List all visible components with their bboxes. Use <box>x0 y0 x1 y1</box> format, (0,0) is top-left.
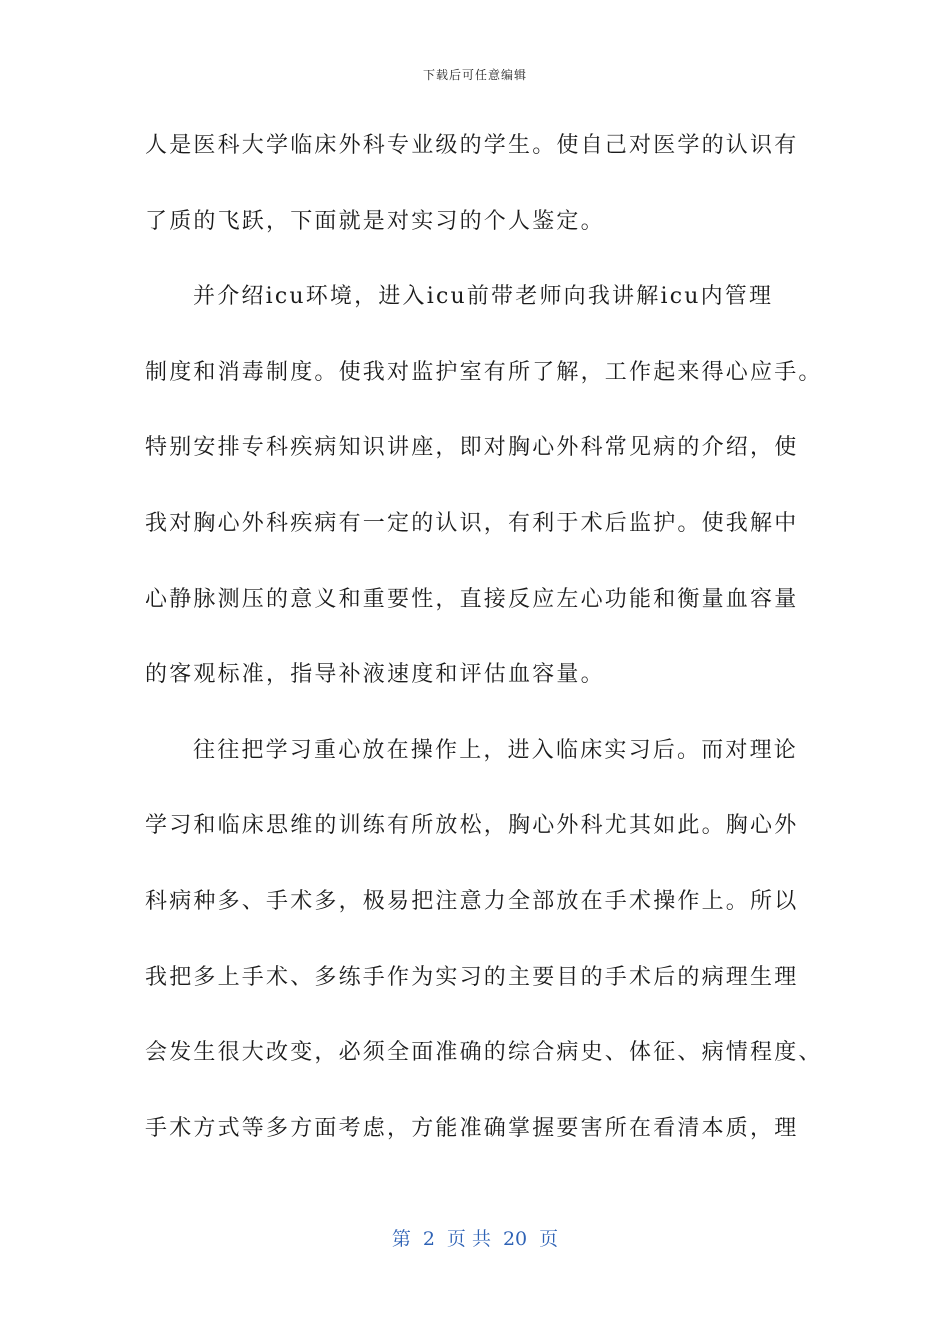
body-line: 了质的飞跃，下面就是对实习的个人鉴定。 <box>145 208 605 234</box>
body-line: 的客观标准，指导补液速度和评估血容量。 <box>145 662 605 688</box>
body-line: 制度和消毒制度。使我对监护室有所了解，工作起来得心应手。 <box>145 359 823 385</box>
document-body <box>145 126 823 1184</box>
page-header: 下载后可任意编辑 <box>422 68 527 82</box>
footer-prefix: 第 <box>391 1228 411 1250</box>
footer-suffix: 页 <box>539 1228 559 1250</box>
footer-middle: 页 共 <box>446 1228 491 1250</box>
body-line: 学习和临床思维的训练有所放松，胸心外科尤其如此。胸心外 <box>145 813 799 839</box>
body-line: 手术方式等多方面考虑，方能准确掌握要害所在看清本质，理 <box>145 1115 799 1141</box>
body-line: 人是医科大学临床外科专业级的学生。使自己对医学的认识有 <box>145 133 799 158</box>
body-line: 特别安排专科疾病知识讲座，即对胸心外科常见病的介绍，使 <box>145 435 799 461</box>
body-line: 心静脉测压的意义和重要性，直接反应左心功能和衡量血容量 <box>145 586 799 612</box>
current-page-number: 2 <box>422 1228 435 1250</box>
total-pages-number: 20 <box>502 1228 528 1250</box>
body-line: 我对胸心外科疾病有一定的认识，有利于术后监护。使我解中 <box>145 510 799 536</box>
page-footer <box>0 1224 950 1251</box>
body-line: 会发生很大改变，必须全面准确的综合病史、体征、病情程度、 <box>145 1040 823 1066</box>
paragraph-start-line: 往往把学习重心放在操作上，进入临床实习后。而对理论 <box>193 737 799 763</box>
body-line: 科病种多、手术多，极易把注意力全部放在手术操作上。所以 <box>145 888 799 914</box>
body-line: 我把多上手术、多练手作为实习的主要目的手术后的病理生理 <box>145 964 799 990</box>
paragraph-start-line: 并介绍icu环境，进入icu前带老师向我讲解icu内管理 <box>193 284 774 310</box>
